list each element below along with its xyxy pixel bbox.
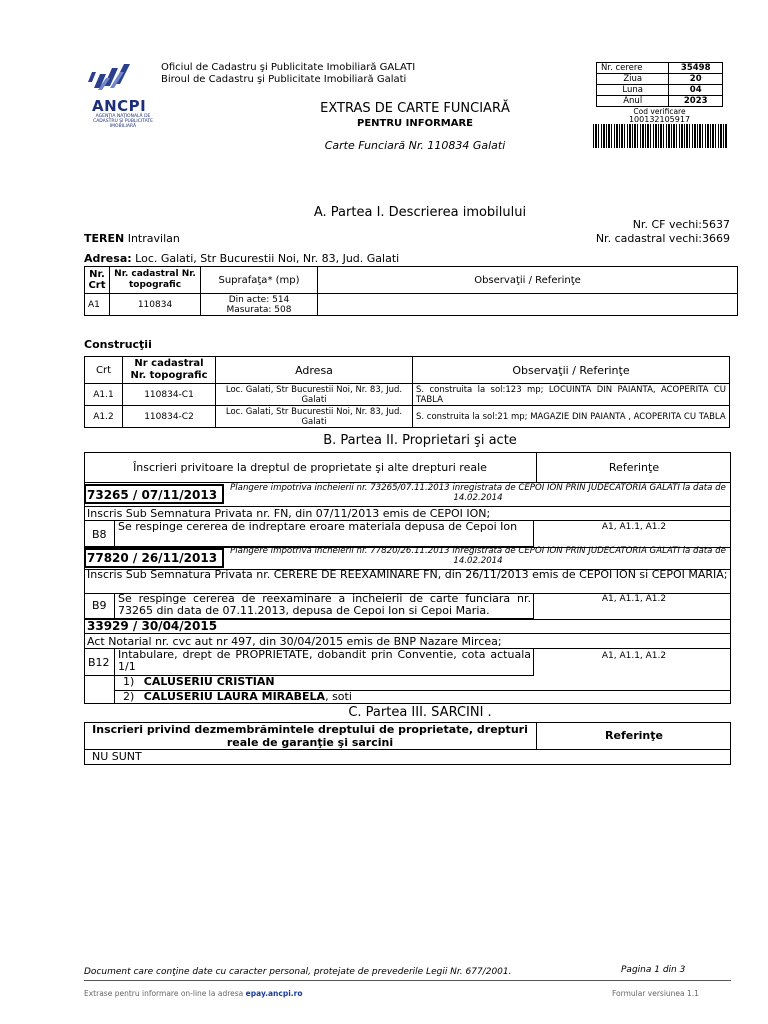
- cod-verificare-label: Cod verificare: [633, 107, 686, 116]
- divider: [114, 648, 115, 676]
- cod-verificare-value: 100132105917: [628, 115, 691, 124]
- col-observatii: Observaţii / Referinţe: [413, 357, 730, 384]
- entry-3-id: 33929 / 30/04/2015: [87, 619, 218, 633]
- cell-suprafata: [201, 294, 318, 316]
- cell-observatii: S. construita la sol:21 mp; MAGAZIE DIN PAIANTA , ACOPERITA CU TABLA: [413, 406, 730, 428]
- part-c-header-left: Inscrieri privind dezmembrămintele dreptului de proprietate, drepturi reale de garanţie şi sarcini: [92, 723, 528, 749]
- ancpi-logo-subtext: AGENŢIA NAŢIONALĂ DE CADASTRU ŞI PUBLICITATE IMOBILIARĂ: [93, 114, 153, 129]
- owner-number: 1): [123, 675, 135, 688]
- teren-line: [84, 232, 180, 245]
- adresa-value: Loc. Galati, Str Bucurestii Noi, Nr. 83, Jud. Galati: [135, 252, 400, 265]
- entry-2-inscris: Inscris Sub Semnatura Privata nr. CERERE DE REEXAMINARE FN, din 26/11/2013 emis de CEPOI ION si CEPOI MARIA;: [87, 568, 728, 581]
- footer-divider: [84, 980, 731, 981]
- entry-3-text: Intabulare, drept de PROPRIETATE, dobandit prin Conventie, cota actuala 1/1: [118, 648, 531, 673]
- adresa-label: Adresa:: [84, 252, 132, 265]
- constructii-table: [84, 356, 730, 428]
- cell-cad: 110834-C1: [123, 384, 216, 406]
- col-adresa: Adresa: [216, 357, 413, 384]
- entry-3-b: B12: [88, 656, 110, 669]
- owner-extra: , soti: [325, 690, 352, 703]
- constructii-title: Construcţii: [84, 338, 152, 351]
- entry-1-text: Se respinge cererea de indreptare eroare materiala depusa de Cepoi Ion: [118, 520, 518, 533]
- teren-label: TEREN: [84, 232, 125, 245]
- request-label: Ziua: [597, 74, 669, 85]
- owner-number: 2): [123, 690, 135, 703]
- entry-3-act: Act Notarial nr. cvc aut nr 497, din 30/04/2015 emis de BNP Nazare Mircea;: [87, 635, 502, 648]
- request-value: 04: [669, 85, 723, 96]
- col-nr-crt: Nr. Crt: [85, 267, 110, 294]
- entry-2-b: B9: [92, 599, 107, 612]
- cell-cad: 110834-C2: [123, 406, 216, 428]
- owner-2: [123, 690, 352, 703]
- cell-adresa: Loc. Galati, Str Bucurestii Noi, Nr. 83, Jud. Galati: [216, 406, 413, 428]
- cf-vechi: Nr. CF vechi:5637: [632, 218, 730, 231]
- barcode-icon: [593, 124, 728, 148]
- request-table: [596, 62, 723, 107]
- owner-1: [123, 675, 275, 688]
- divider: [114, 520, 115, 547]
- online-prefix: Extrase pentru informare on-line la adresa: [84, 989, 244, 998]
- cell-nr: A1: [85, 294, 110, 316]
- teren-table: [84, 266, 738, 316]
- office-line-1: Oficiul de Cadastru şi Publicitate Imobiliară GALATI: [161, 62, 416, 73]
- page-number: Pagina 1 din 3: [621, 965, 686, 975]
- carte-funciara-number: Carte Funciară Nr. 110834 Galati: [324, 139, 506, 152]
- entry-1-note: Plangere impotriva incheierii nr. 73265/07.11.2013 inregistrata de CEPOI ION PRIN JUDECATORIA GALATI la data de 14.02.2014: [230, 483, 726, 503]
- part-c-title: C. Partea III. SARCINI .: [348, 705, 492, 720]
- col-crt: Crt: [85, 357, 123, 384]
- divider: [114, 593, 115, 619]
- document-subtitle: PENTRU INFORMARE: [357, 118, 473, 129]
- col-suprafata: Suprafaţa* (mp): [201, 267, 318, 294]
- divider: [84, 749, 731, 750]
- entry-2-ref: A1, A1.1, A1.2: [601, 594, 667, 604]
- part-b-header-right: Referinţe: [608, 461, 660, 474]
- ancpi-logo-text: ANCPI: [92, 97, 147, 115]
- document-title: EXTRAS DE CARTE FUNCIARĂ: [320, 101, 510, 116]
- cell-crt: A1.2: [85, 406, 123, 428]
- entry-2-note: Plangere impotriva incheierii nr. 77820/26.11.2013 inregistrata de CEPOI ION PRIN JUDECATORIA GALATI la data de 14.02.2014: [230, 546, 726, 566]
- cell-crt: A1.1: [85, 384, 123, 406]
- cell-adresa: Loc. Galati, Str Bucurestii Noi, Nr. 83, Jud. Galati: [216, 384, 413, 406]
- entry-1-id: 73265 / 07/11/2013: [87, 488, 218, 502]
- col-nr-cadastral: Nr. cadastral Nr. topografic: [110, 267, 201, 294]
- office-line-2: Biroul de Cadastru şi Publicitate Imobiliară Galati: [161, 74, 407, 85]
- footer-note: Document care conţine date cu caracter personal, protejate de prevederile Legii Nr. 677/2001.: [84, 967, 512, 977]
- owner-name: CALUSERIU LAURA MIRABELA: [143, 690, 326, 703]
- cell-observatii: S. construita la sol:123 mp; LOCUINTA DIN PAIANTA, ACOPERITA CU TABLA: [413, 384, 730, 406]
- col-observatii: Observaţii / Referinţe: [318, 267, 738, 294]
- part-c-value: NU SUNT: [92, 750, 142, 763]
- footer-online: [84, 989, 302, 998]
- request-value: 35498: [669, 63, 723, 74]
- entry-3-ref: A1, A1.1, A1.2: [601, 651, 667, 661]
- request-label: Luna: [597, 85, 669, 96]
- part-c-header-right: Referinţe: [605, 729, 663, 742]
- entry-2-text: Se respinge cererea de reexaminare a incheierii de carte funciara nr. 73265 din data de 07.11.2013, depusa de Cepoi Ion si Cepoi Maria.: [118, 592, 531, 617]
- entry-2-id: 77820 / 26/11/2013: [87, 551, 218, 565]
- cell-observatii: [318, 294, 738, 316]
- entry-1-b: B8: [92, 528, 107, 541]
- adresa-line: [84, 252, 399, 265]
- owner-name: CALUSERIU CRISTIAN: [143, 675, 275, 688]
- cadastral-vechi: Nr. cadastral vechi:3669: [595, 232, 730, 245]
- part-b-title: B. Partea II. Proprietari şi acte: [323, 433, 517, 448]
- request-value: 2023: [669, 96, 723, 107]
- col-nr-cadastral: Nr cadastral Nr. topografic: [123, 357, 216, 384]
- divider: [84, 633, 731, 634]
- entry-1-inscris: Inscris Sub Semnatura Privata nr. FN, din 07/11/2013 emis de CEPOI ION;: [87, 507, 491, 520]
- suprafata-acte: Din acte: 514: [228, 294, 290, 305]
- request-value: 20: [669, 74, 723, 85]
- request-label: Nr. cerere: [597, 63, 669, 74]
- online-link[interactable]: epay.ancpi.ro: [245, 989, 303, 998]
- teren-value: Intravilan: [127, 232, 180, 245]
- part-b-header-left: Înscrieri privitoare la dreptul de proprietate şi alte drepturi reale: [133, 461, 487, 474]
- footer-formular: Formular versiunea 1.1: [612, 989, 699, 998]
- part-a-title: A. Partea I. Descrierea imobilului: [313, 205, 527, 220]
- entry-1-ref: A1, A1.1, A1.2: [601, 522, 667, 532]
- request-label: Anul: [597, 96, 669, 107]
- suprafata-masurata: Masurata: 508: [226, 304, 292, 315]
- cell-cad: 110834: [110, 294, 201, 316]
